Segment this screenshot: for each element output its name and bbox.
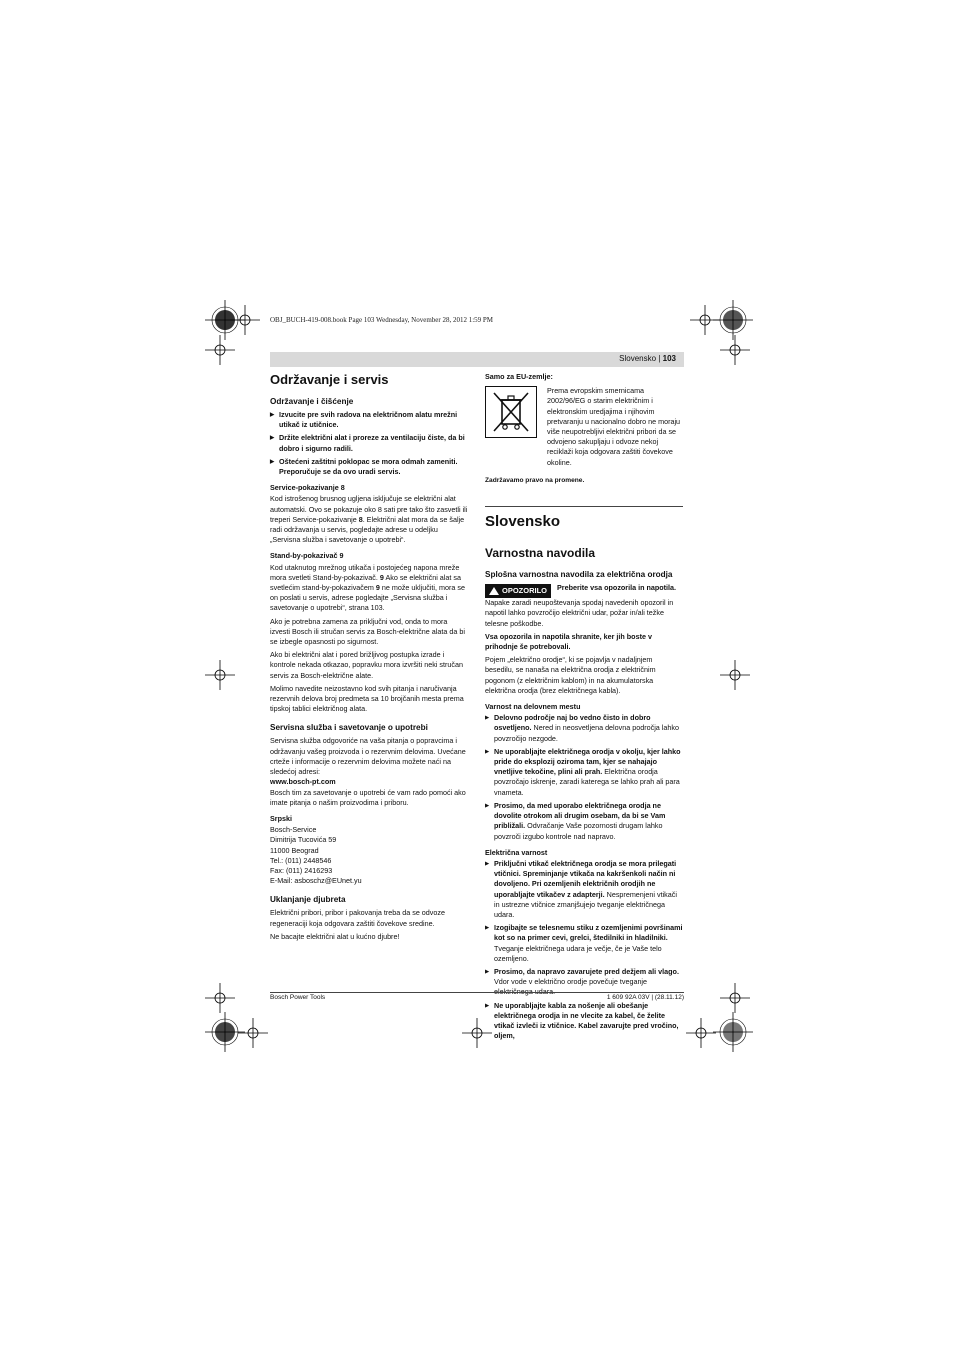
list-item: ▶ Izogibajte se telesnemu stiku z ozemljenimi površinami kot so na primer cevi, grelci, štedilniki in hladilniki. Tveganje električnega udara je večje, če je Vaše telo ozemljeno. [485,923,683,964]
heading-standby: Stand-by-pokazivač 9 [270,551,344,561]
list-item: ▶ Držite električni alat i proreze za ventilaciju čiste, da bi dobro i sigurno radili. [270,433,468,453]
print-slug: OBJ_BUCH-419-008.book Page 103 Wednesday, November 28, 2012 1:59 PM [270,316,494,324]
address-block [270,825,468,886]
crosshair-right-bottom [720,983,750,1013]
address-line: E-Mail: asboschz@EUnet.yu [270,876,362,886]
keep-instructions: Vsa opozorila in napotila shranite, ker jih boste v prihodnje še potrebovali. [485,631,652,652]
list-item: ▶ Prosimo, da napravo zavarujete pred dežjem ali vlago. Vdor vode v električno orodje povečuje tveganje električnega udara. [485,967,683,998]
list-item: ▶ Oštećeni zaštitni poklopac se mora odmah zameniti. Preporučuje se da ovo uradi servis. [270,457,468,477]
list-item: ▶ Ne uporabljajte kabla za nošenje ali obešanje električnega orodja in ne vlecite za kabel, če želite vtikač izvleči iz vtičnice. Kabel zavarujte pred vročino, oljem, [485,1001,683,1042]
address-line: Dimitrija Tucovića 59 [270,835,337,845]
list-item: ▶ Ne uporabljajte električnega orodja v okolju, kjer lahko pride do eksplozij oziroma tam, kjer se nahajajo vnetljive tekočine, plini ali prah. Električna orodja povzročajo iskrenje, zaradi katerega se lahko prah ali para vnameta. [485,747,683,798]
paragraph-service-indicator: Kod istrošenog brusnog ugljena isključuje se električni alat automatski. Ovo se pokazuje oko 8 sati pre tako što zasvetli ili treperi Service-pokazivanje 8. Električni alat mora da se šalje radi održavanja u servis, pogledajte adrese u odeljku „Servisna služba i savetovanje o upotrebi“. [270,494,468,545]
heading-service-indicator: Service-pokazivanje 8 [270,483,345,493]
left-column [270,372,468,945]
page-header [270,352,684,367]
address-line: Bosch-Service [270,825,317,835]
paragraph-term: Pojem „električno orodje“, ki se pojavlja v nadaljnjem besedilu, se nanaša na električna orodja z električnim pogonom (z električnim kablom) in na akumulatorska električna orodja (brez električnega kabla). [485,655,656,695]
address-line: 11000 Beograd [270,845,319,855]
warning-text: Napake zaradi neupoštevanja spodaj navedenih opozoril in napotil lahko povzročijo električni udar, požar in/ali težke telesne poškodbe. [485,598,674,628]
warning-block [485,583,683,598]
section-title-slovensko: Slovensko [485,513,561,531]
crosshair-top-left [230,305,260,335]
footer-brand: Bosch Power Tools [270,994,326,1001]
header-section: Slovensko [619,354,657,363]
crosshair-left-middle [205,660,235,690]
crosshair-right-middle [720,660,750,690]
warning-text-first: Preberite vsa opozorila in napotila. [557,583,677,593]
list-item: ▶ Delovno področje naj bo vedno čisto in dobro osvetljeno. Nered in neosvetljena delovna področja lahko povzročijo nezgode. [485,713,683,744]
warning-badge [485,584,551,598]
heading-maintenance-cleaning: Održavanje i čišćenje [270,397,354,406]
paragraph-disposal-warning: Ne bacajte električni alat u kućno djubre! [270,931,400,941]
heading-service: Servisna služba i savetovanje o upotrebi [270,723,428,733]
paragraph-service-team: Bosch tim za savetovanje o upotrebi će vam rado pomoći ako imate pitanja o našim proizvodima i priboru. [270,787,466,807]
footer-code: 1 609 92A 03V | (28.11.12) [606,994,684,1001]
warning-triangle-icon [489,587,499,595]
address-line: Fax: (011) 2416293 [270,865,333,875]
heading-disposal: Uklanjanje djubreta [270,895,346,905]
rights-reserved: Zadržavamo pravo na promene. [485,476,585,484]
warning-label: OPOZORILO [502,586,547,596]
crosshair-top-right [690,305,720,335]
section-title-maintenance: Održavanje i servis [270,372,389,387]
heading-country: Srpski [270,813,292,823]
header-separator: | [658,354,661,363]
crosshair-bottom-right [686,1018,716,1048]
paragraph-service: Servisna služba odgovoriće na vaša pitanja o popravcima i održavanju vašeg proizvoda i o rezervnim delovima. Uvećane crteže i informacije o rezervnim delovima možete naći na sledećoj adresi: [270,736,466,777]
footer-rule [270,992,684,993]
crosshair-right-top [720,335,750,365]
paragraph-disposal: Električni pribori, pribor i pakovanja treba da se odvoze regeneraciji koja odgovara zaštiti čovekove sredine. [270,908,445,928]
right-column [485,372,683,1044]
paragraph-part-number: Molimo navedite neizostavno kod svih pitanja i naručivanja rezervnih delova broj predmeta sa 10 brojčanih mesta prema tipskoj tablici električnog alata. [270,683,464,714]
heading-safety: Varnostna navodila [485,546,596,561]
weee-block [485,386,683,468]
list-item: ▶ Priključni vtikač električnega orodja se mora prilegati vtičnici. Spreminjanje vtikača na kakršenkoli način ni dovoljeno. Pri ozemljenih električnih orodjih ne uporabljajte vtikačev z adapterji. Nespremenjeni vtikači in ustrezne vtičnice zmanjšujejo tveganje električnega udara. [485,859,683,920]
list-item: ▶ Izvucite pre svih radova na električnom alatu mrežni utikač iz utičnice. [270,410,468,430]
crosshair-bottom-left [238,1018,268,1048]
heading-general-safety: Splošna varnostna navodila za električna orodja [485,570,673,580]
header-text [619,354,676,363]
heading-eu-only: Samo za EU-zemlje: [485,372,553,381]
paragraph-cable: Ako je potrebna zamena za priključni vod, onda to mora izvesti Bosch ili stručan servis za Bosch-električne alata da bi se izbegle opasnosti po sigurnost. [270,616,465,647]
address-line: Tel.: (011) 2448546 [270,855,332,865]
crossed-bin-icon [485,386,537,438]
paragraph-standby: Kod utaknutog mrežnog utikača i postojećeg napona mreže mora svetleti Stand-by-pokazivač. 9 Ako se električni alat sa svetlećim stand-by-pokazivačem 9 ne može uključiti, mora se on poslati u servis, adrese pogledajte „Servisna služba i savetovanje o upotrebi“, strana 103. [270,562,465,613]
service-url-link[interactable]: www.bosch-pt.com [270,777,336,787]
weee-text: Prema evropskim smernicama 2002/96/EG o starim električnim i elektronskim uredjajima i njihovim pretvaranju u nacionalno dobro ne moraju više neupotrebljivi električni pribori da se odvojeno sakupljaju i odvoze nekoj reciklaži koja odgovara zaštiti čovekove okoline. [547,386,681,467]
list-item: ▶ Prosimo, da med uporabo električnega orodja ne dovolite otrokom ali drugim osebam, da bi se Vam približali. Odvračanje Vaše pozornosti drugam lahko povzroči izgubo kontrole nad napravo. [485,801,683,842]
paragraph-failure: Ako bi električni alat i pored brižljivog postupka izrade i kontrole nekada otkazao, popravku mora izvršiti neki stručan servis za Bosch-električne alate. [270,650,463,680]
heading-work-area: Varnost na delovnem mestu [485,702,581,712]
crosshair-left-top [205,335,235,365]
heading-electrical-safety: Električna varnost [485,847,548,857]
registration-mark-bottom-right [713,1012,753,1052]
crosshair-left-bottom [205,983,235,1013]
section-divider [485,506,683,507]
page-number: 103 [662,354,676,363]
